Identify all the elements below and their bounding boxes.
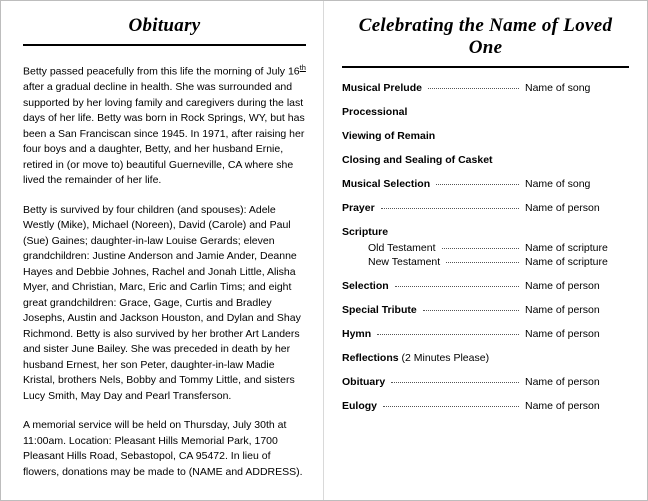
dot-leader [436,184,519,185]
program-item-value: Name of person [525,328,600,340]
reflections-note: (2 Minutes Please) [398,352,490,364]
program-item-musical-prelude [342,82,629,94]
program-item-value: Name of person [525,280,600,292]
reflections-label: Reflections [342,352,399,364]
program-item-label [342,352,489,364]
dot-leader [377,334,519,335]
dot-leader [391,382,519,383]
program-item-value: Name of person [525,400,600,412]
obituary-paragraph-1-part-a: Betty passed peacefully from this life the morning of July 16 [23,65,300,78]
scripture-row-value: Name of scripture [525,256,608,268]
program-item-special-tribute [342,304,629,316]
obituary-paragraph-1 [23,60,306,189]
program-item-label: Selection [342,280,389,292]
scripture-heading: Scripture [342,226,389,238]
program-item-value: Name of song [525,82,591,94]
program-item-label: Processional [342,106,408,118]
program-item-eulogy [342,400,629,412]
program-item-hymn [342,328,629,340]
program-item-processional [342,106,629,118]
dot-leader [446,262,519,263]
scripture-row-old-testament [342,242,629,254]
scripture-row-label: Old Testament [368,242,436,254]
scripture-row-new-testament [342,256,629,268]
program-item-musical-selection [342,178,629,190]
program-item-label: Closing and Sealing of Casket [342,154,493,166]
program-item-value: Name of person [525,376,600,388]
program-item-label: Viewing of Remain [342,130,436,142]
dot-leader [383,406,519,407]
program-item-value: Name of person [525,202,600,214]
dot-leader [442,248,519,249]
program-item-obituary [342,376,629,388]
obituary-title: Obituary [128,15,201,36]
program-item-label: Musical Selection [342,178,431,190]
program-item-label: Prayer [342,202,375,214]
scripture-row-value: Name of scripture [525,242,608,254]
dot-leader [428,88,519,89]
obituary-paragraph-3: A memorial service will be held on Thursday, July 30th at 11:00am. Location: Pleasant Hills Memorial Park, 1700 Pleasant Hills Road, Sebastopol, CA 95472. In lieu of flowers, donations may be made to (NAME and ADDRESS). [23,419,303,478]
program-column [324,1,647,500]
scripture-row-label: New Testament [368,256,441,268]
two-column-layout [1,1,647,500]
program-list [342,82,629,412]
obituary-paragraph-2: Betty is survived by four children (and spouses): Adele Westly (Mike), Michael (Noreen), David (Carole) and Paul (Sue) Gaines; daughter-in-law Louise Gerards; eleven grandchildren: Justine Anderson and Jamie Ander, Deanne Hayes and Debbie Johnes, Rachel and Jonah Little, Alisha Myer, and Christian, Marc, Eric and Carlin Tims; and eight great grandchildren: Grace, Gage, Curtis and Bradley Josephs, Austin and Jackson Houston, and Dylan and Shay Richmond. Betty is also survived by her brother Art Landers and sister June Bailey. She was preceded in death by her husband Ernest, her son Peter, daughter-in-law Madie Kristal, brothers Nels, Bobby and Tommy Little, and sisters Lucy Smith, May Day and Pearl Transferson. [23,203,301,402]
program-item-label: Eulogy [342,400,378,412]
dot-leader [381,208,519,209]
program-item-scripture [342,226,629,268]
program-item-selection [342,280,629,292]
obituary-body [23,60,306,480]
obituary-title-rule [23,44,306,46]
program-item-closing-and-sealing-of-casket [342,154,629,166]
dot-leader [423,310,519,311]
program-item-label: Hymn [342,328,372,340]
program-item-label: Musical Prelude [342,82,422,94]
program-item-value: Name of song [525,178,591,190]
program-title: Celebrating the Name of Loved One [358,15,613,58]
program-item-reflections [342,352,629,364]
date-ordinal-suffix: th [299,63,306,72]
program-item-viewing-of-remain [342,130,629,142]
program-item-value: Name of person [525,304,600,316]
program-title-rule [342,66,629,68]
program-item-prayer [342,202,629,214]
program-item-label: Special Tribute [342,304,417,316]
program-item-label: Obituary [342,376,386,388]
obituary-paragraph-1-part-b: after a gradual decline in health. She was surrounded and supported by her loving family and caregivers during the last days of her life. Betty was born in Rock Springs, WY, but has been a San Franciscan since 1945. In 1971, after raising her four boys and a daughter, Betty, and her husband Ernie, retired in (or move to) beautiful Guerneville, CA where she lived the remainder of her life. [23,81,305,186]
dot-leader [395,286,519,287]
obituary-column [1,1,324,500]
